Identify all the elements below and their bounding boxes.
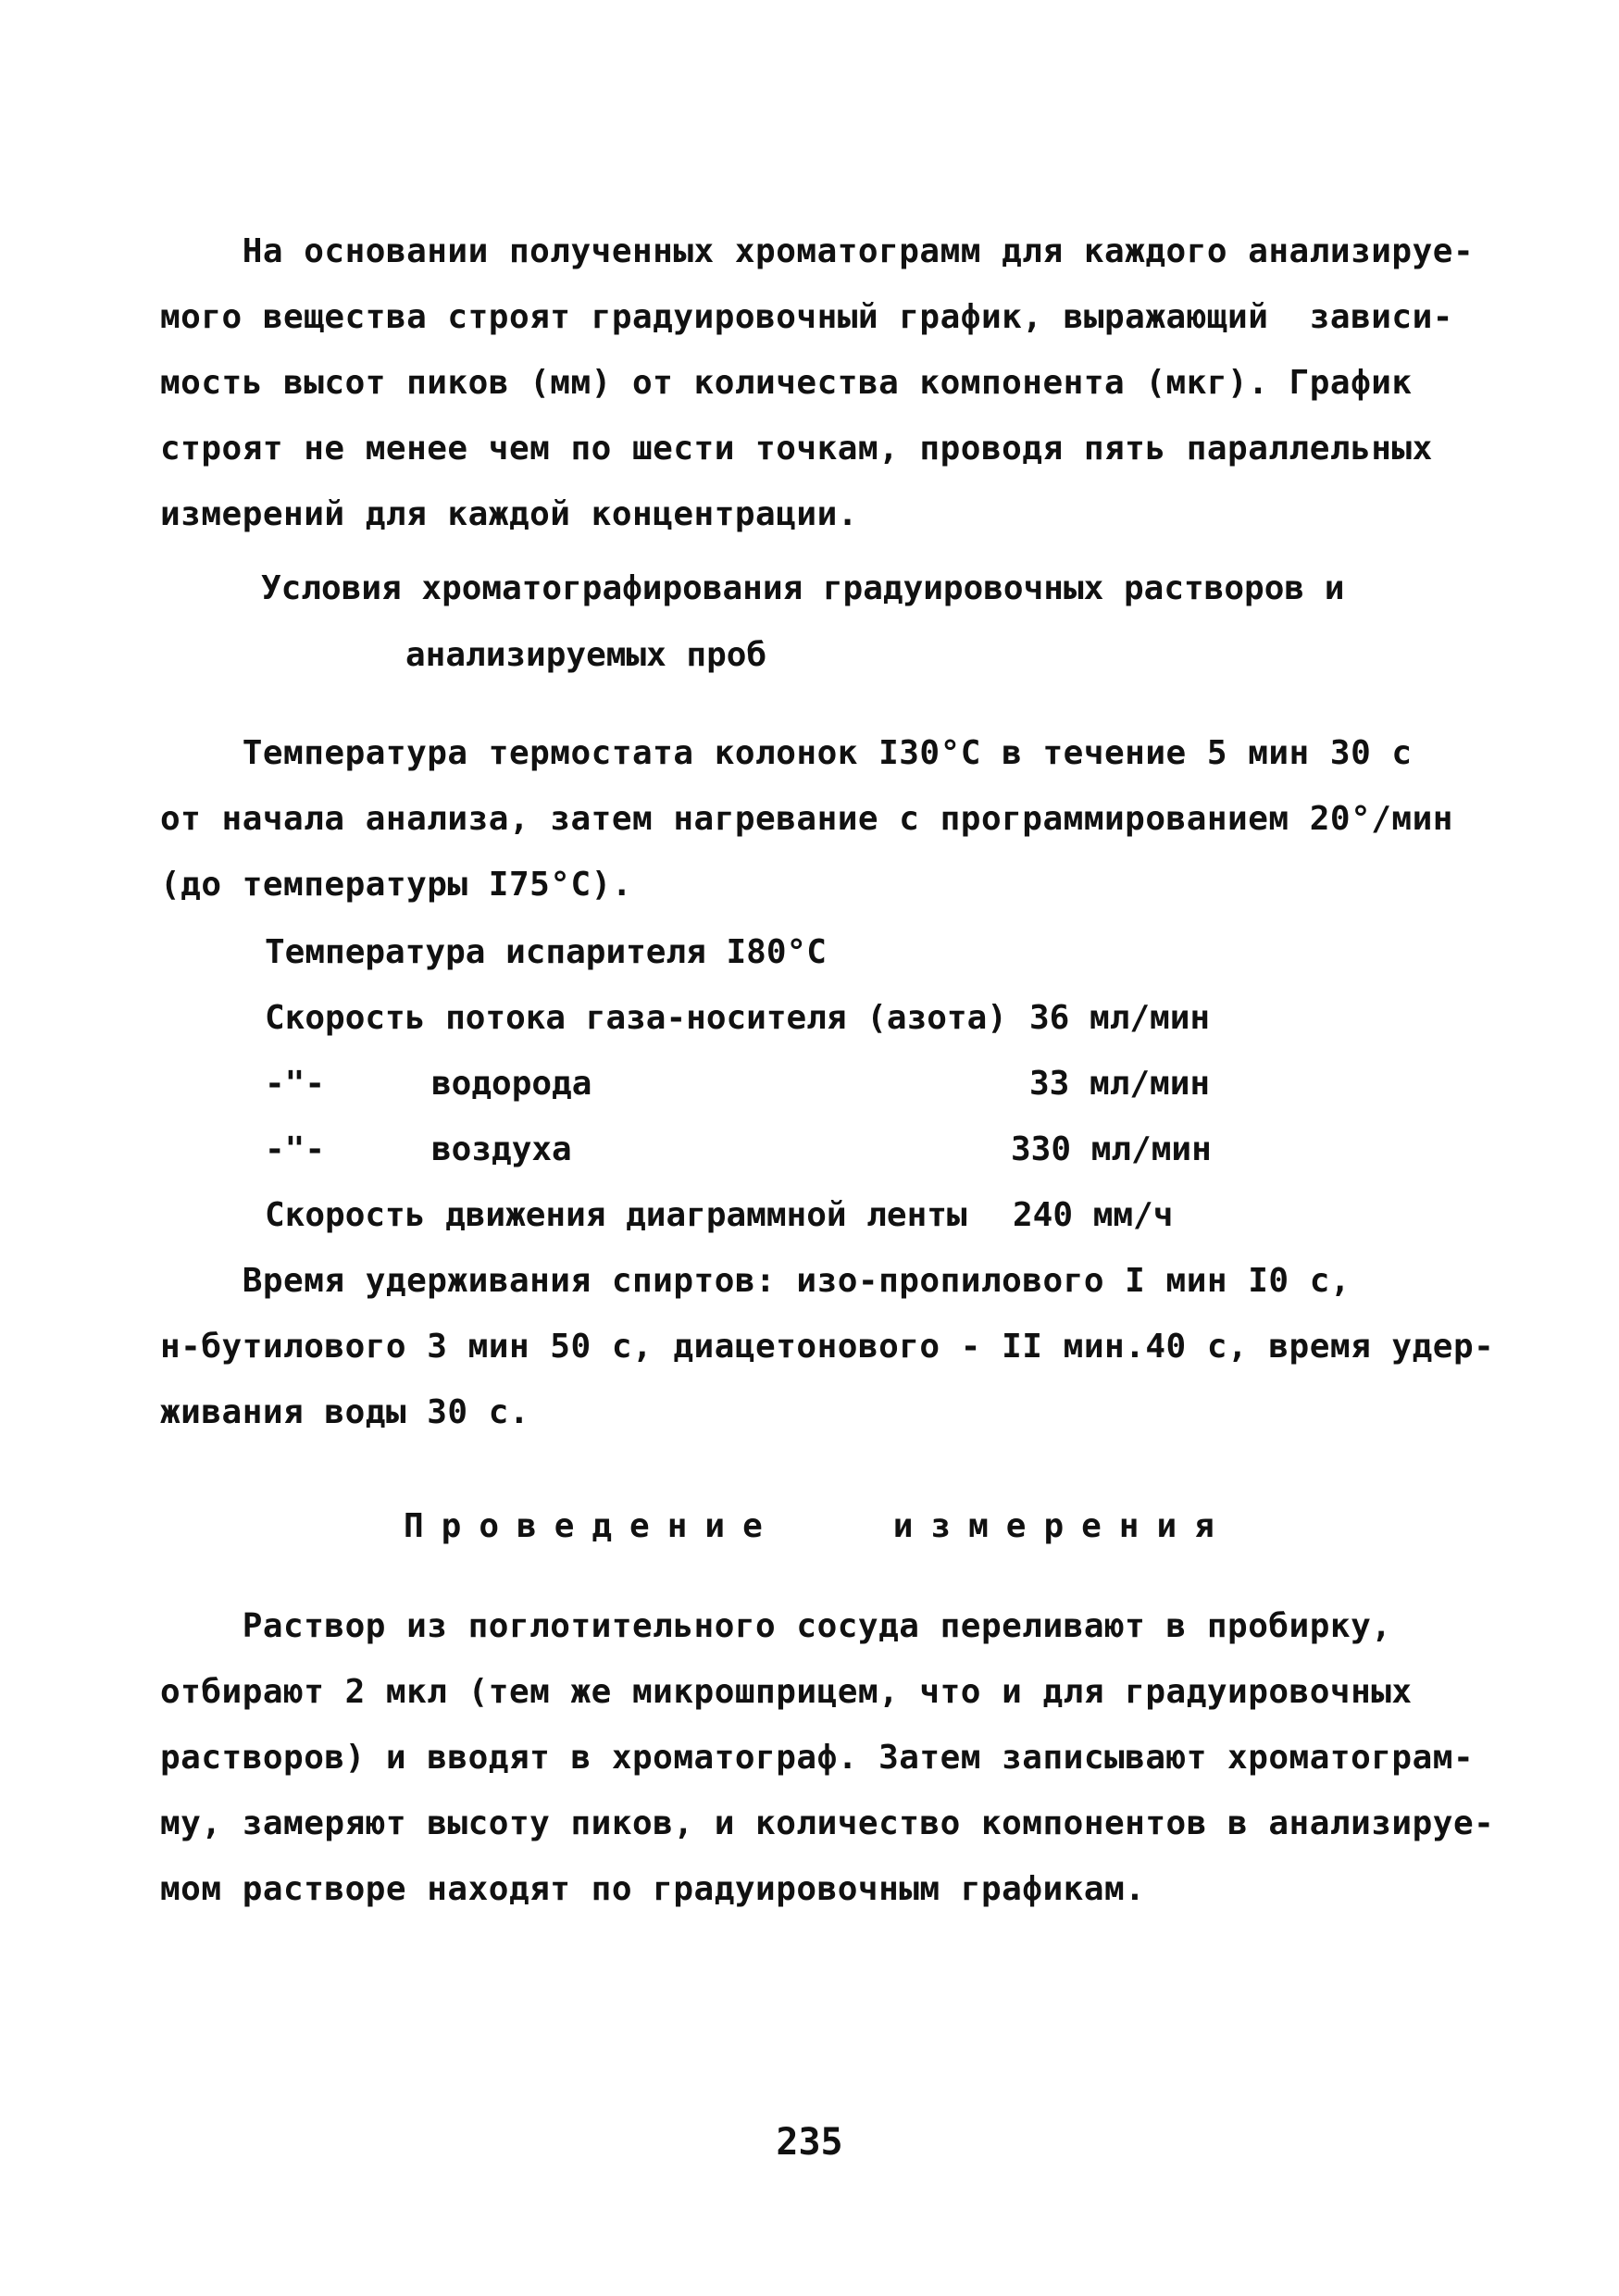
conditions-line: от начала анализа, затем нагревание с программированием 20°/мин bbox=[160, 800, 1453, 838]
tape-speed-value: 240 мм/ч bbox=[1013, 1196, 1174, 1234]
hydrogen-label: водорода bbox=[431, 1065, 592, 1103]
paragraph-line: мого вещества строят градуировочный график, выражающий зависи- bbox=[160, 298, 1453, 336]
air-label: воздуха bbox=[431, 1130, 572, 1168]
measurement-line: му, замеряют высоту пиков, и количество компонентов в анализируе- bbox=[160, 1804, 1495, 1842]
conditions-heading-line2: анализируемых проб bbox=[405, 636, 767, 674]
page-number: 235 bbox=[776, 2121, 843, 2164]
section-title: Проведение измерения bbox=[404, 1507, 1232, 1545]
ditto-mark: -"- bbox=[265, 1065, 326, 1103]
measurement-line: растворов) и вводят в хроматограф. Затем записывают хроматограм- bbox=[160, 1739, 1475, 1777]
conditions-line: (до температуры I75°С). bbox=[160, 866, 632, 904]
paragraph-line: На основании полученных хроматограмм для каждого анализируе- bbox=[160, 232, 1475, 270]
ditto-mark: -"- bbox=[265, 1130, 326, 1168]
paragraph-line: мость высот пиков (мм) от количества компонента (мкг). График bbox=[160, 364, 1413, 402]
measurement-line: Раствор из поглотительного сосуда переливают в пробирку, bbox=[160, 1607, 1392, 1645]
retention-line: живания воды 30 с. bbox=[160, 1393, 530, 1431]
air-value: 330 мл/мин bbox=[1011, 1130, 1212, 1168]
hydrogen-value: 33 мл/мин bbox=[1029, 1065, 1211, 1103]
tape-speed-label: Скорость движения диаграммной ленты bbox=[265, 1196, 967, 1234]
carrier-gas-value: 36 мл/мин bbox=[1029, 999, 1211, 1037]
paragraph-line: измерений для каждой концентрации. bbox=[160, 495, 858, 533]
conditions-heading-line1: Условия хроматографирования градуировочных растворов и bbox=[261, 569, 1345, 607]
retention-line: н-бутилового 3 мин 50 с, диацетонового - II мин.40 с, время удер- bbox=[160, 1328, 1495, 1366]
evaporator-temperature: Температура испарителя I80°С bbox=[265, 933, 827, 971]
paragraph-line: строят не менее чем по шести точкам, проводя пять параллельных bbox=[160, 430, 1433, 468]
retention-line: Время удерживания спиртов: изо-пропилового I мин I0 с, bbox=[160, 1262, 1351, 1300]
carrier-gas-label: Скорость потока газа-носителя (азота) bbox=[265, 999, 1007, 1037]
measurement-line: мом растворе находят по градуировочным графикам. bbox=[160, 1870, 1146, 1908]
measurement-line: отбирают 2 мкл (тем же микрошприцем, что и для градуировочных bbox=[160, 1673, 1413, 1711]
conditions-line: Температура термостата колонок I30°С в течение 5 мин 30 с bbox=[160, 734, 1413, 772]
